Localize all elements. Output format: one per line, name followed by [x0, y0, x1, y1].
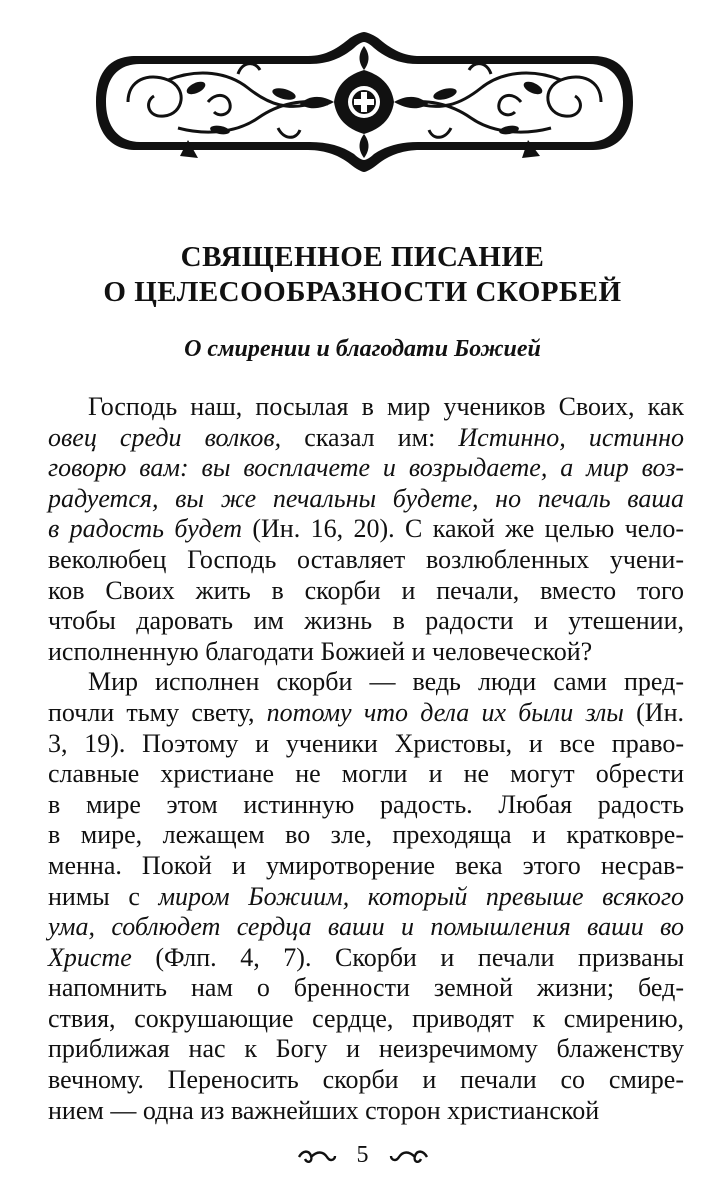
text-line — [48, 392, 684, 423]
scripture-quote: говорю вам: вы восплачете и возрыдаете, а мир воз- — [48, 453, 684, 483]
text-line — [48, 606, 684, 637]
text-line — [48, 759, 684, 790]
section-subtitle: О смирении и благодати Божией — [184, 336, 541, 362]
scroll-flourish-icon — [297, 1146, 337, 1164]
text-line — [48, 820, 684, 851]
text-line — [48, 637, 684, 668]
text-line — [48, 1004, 684, 1035]
text-run: веколюбец Господь оставляет возлюбленных учени- — [48, 544, 684, 574]
text-run: в мире этом истинную радость. Любая радость — [48, 789, 684, 819]
text-line — [48, 943, 684, 974]
text-line — [48, 729, 684, 760]
scripture-quote: Христе — [48, 942, 132, 972]
text-line — [48, 545, 684, 576]
page-number: 5 — [356, 1141, 369, 1168]
scripture-quote: радуется, вы же печальны будете, но печаль ваша — [48, 483, 684, 513]
text-run: вечному. Переносить скорби и печали со смире- — [48, 1065, 684, 1095]
text-line — [48, 667, 684, 698]
scripture-quote: миром Божиим, который превыше всякого — [158, 881, 684, 911]
text-line — [48, 1034, 684, 1065]
page-footer — [0, 1141, 725, 1169]
scripture-quote: овец среди волков, — [48, 422, 282, 452]
text-run: Господь наш, посылая в мир учеников Своих, как — [88, 392, 684, 421]
text-line — [48, 453, 684, 484]
scripture-quote: потому что дела их были злы — [266, 697, 624, 727]
text-line — [48, 882, 684, 913]
text-run: нием — одна из важнейших сторон христианской — [48, 1095, 600, 1125]
text-run: в мире, лежащем во зле, преходяща и кратковре- — [48, 820, 684, 850]
chapter-title — [0, 240, 725, 310]
text-run: Мир исполнен скорби — ведь люди сами пред- — [88, 667, 684, 697]
text-line — [48, 851, 684, 882]
text-line — [48, 1096, 684, 1127]
scroll-flourish-icon — [389, 1146, 429, 1164]
body-text — [48, 392, 684, 1126]
text-run: (Ин. — [623, 697, 684, 727]
text-run: менна. Покой и умиротворение века этого несрав- — [48, 850, 684, 880]
text-run: ствия, сокрушающие сердце, приводят к смирению, — [48, 1003, 684, 1033]
text-line — [48, 912, 684, 943]
text-run: исполненную благодати Божией и человеческой? — [48, 636, 593, 666]
text-line — [48, 423, 684, 454]
text-line — [48, 698, 684, 729]
text-line — [48, 484, 684, 515]
scripture-quote: ума, соблюдет сердца ваши и помышления ваши во — [48, 912, 684, 942]
text-line — [48, 1065, 684, 1096]
text-run: чтобы даровать им жизнь в радости и утешении, — [48, 606, 684, 636]
text-line — [48, 790, 684, 821]
text-line — [48, 973, 684, 1004]
text-run: почли тьму свету, — [48, 697, 267, 727]
text-run: напомнить нам о бренности земной жизни; бед- — [48, 973, 684, 1003]
chapter-title-line-1: СВЯЩЕННОЕ ПИСАНИЕ — [180, 241, 545, 273]
text-run: (Ин. 16, 20). С какой же целью чело- — [241, 514, 684, 544]
text-run: славные христиане не могли и не могут обрести — [48, 759, 684, 789]
text-run: сказал им: — [281, 422, 459, 452]
text-run: (Флп. 4, 7). Скорби и печали призваны — [131, 942, 684, 972]
floral-headpiece-ornament — [88, 32, 641, 172]
text-line — [48, 514, 684, 545]
text-run: ков Своих жить в скорби и печали, вместо того — [48, 575, 684, 605]
scripture-quote: в радость будет — [48, 514, 242, 544]
scripture-quote: Истинно, истинно — [458, 422, 684, 452]
chapter-title-line-2: О ЦЕЛЕСООБРАЗНОСТИ СКОРБЕЙ — [103, 276, 622, 308]
text-line — [48, 576, 684, 607]
text-run: 3, 19). Поэтому и ученики Христовы, и все право- — [48, 728, 684, 758]
text-run: нимы с — [48, 881, 159, 911]
text-run: приближая нас к Богу и неизречимому блаженству — [48, 1034, 684, 1064]
